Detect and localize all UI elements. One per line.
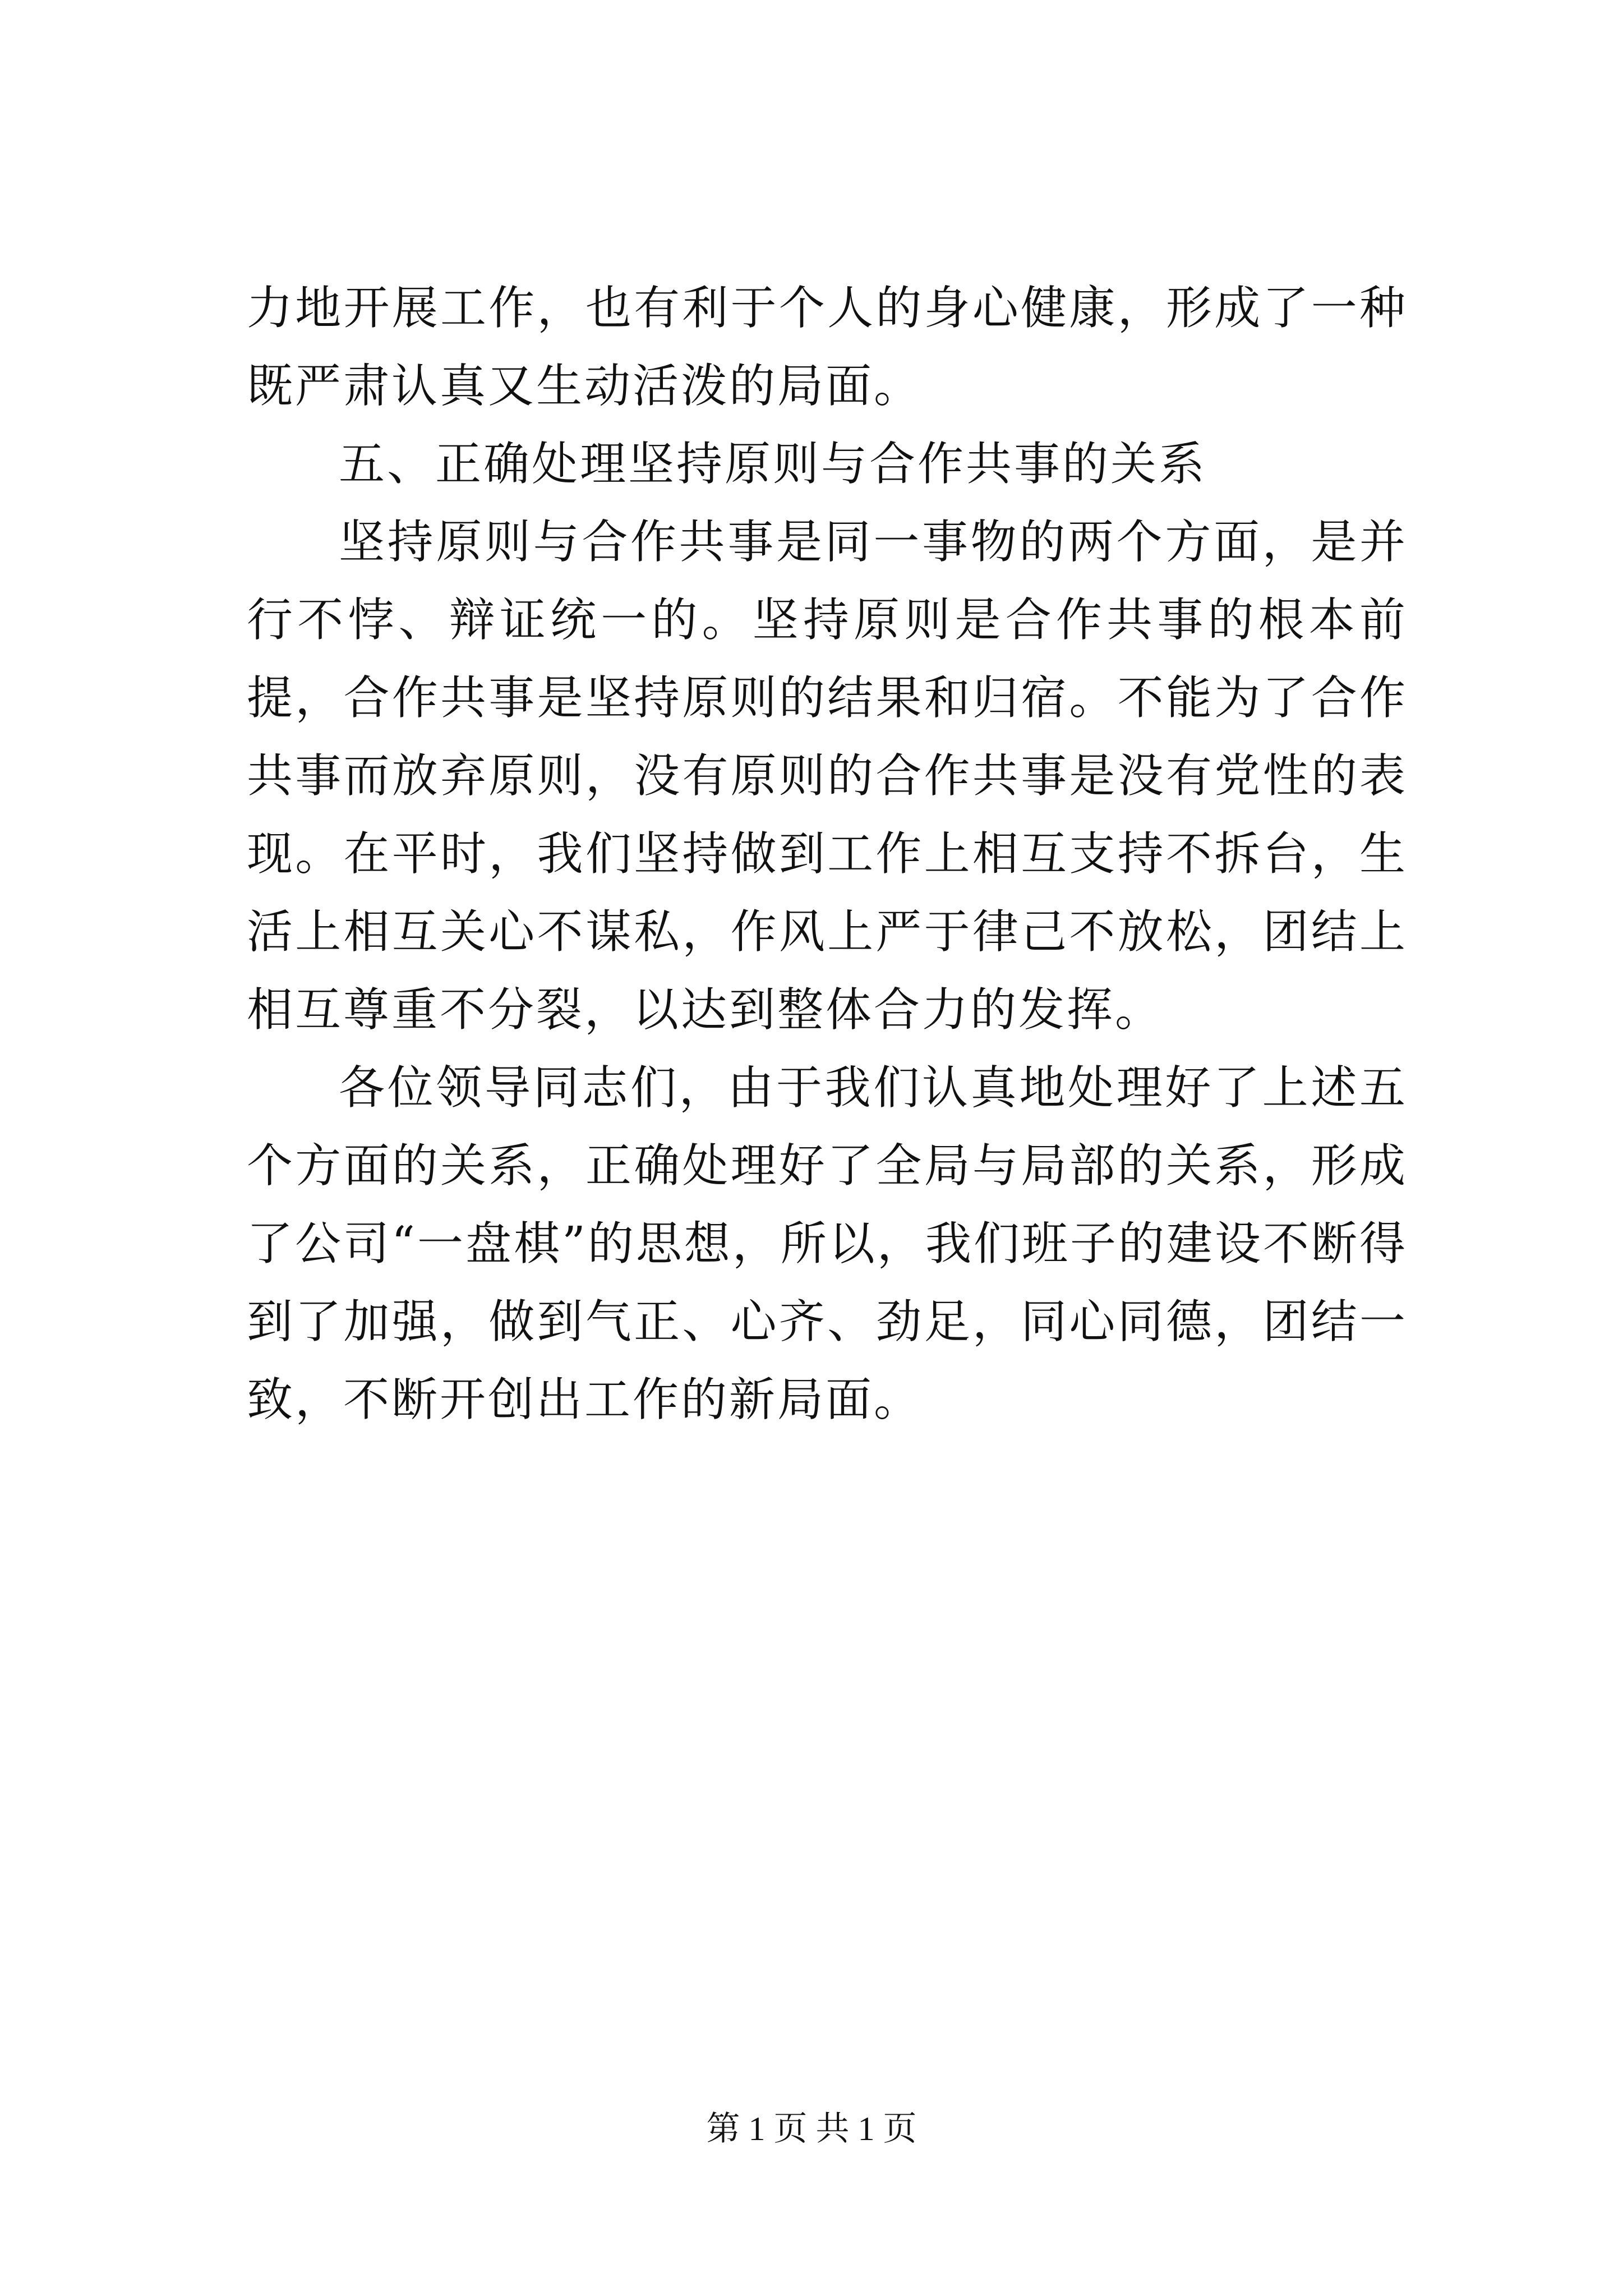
paragraph-principle-cooperation: 坚持原则与合作共事是同一事物的两个方面，是并行不悖、辩证统一的。坚持原则是合作共事的根本前提，合作共事是坚持原则的结果和归宿。不能为了合作共事而放弃原则，没有原则的合作共事是没有党性的表现。在平时，我们坚持做到工作上相互支持不拆台，生活上相互关心不谋私，作风上严于律己不放松，团结上相互尊重不分裂，以达到整体合力的发挥。	[247, 516, 1408, 1037]
paragraph-closing: 各位领导同志们，由于我们认真地处理好了上述五个方面的关系，正确处理好了全局与局部的关系，形成了公司“一盘棋”的思想，所以，我们班子的建设不断得到了加强，做到气正、心齐、劲足，同心同德，团结一致，不断开创出工作的新局面。	[247, 1061, 1408, 1427]
section-heading-five: 五、正确处理坚持原则与合作共事的关系	[339, 438, 1207, 491]
paragraph-continuation: 力地开展工作，也有利于个人的身心健康，形成了一种既严肃认真又生动活泼的局面。	[247, 282, 1408, 413]
page-number-footer: 第 1 页 共 1 页	[706, 2110, 917, 2147]
document-body	[247, 269, 1408, 1439]
